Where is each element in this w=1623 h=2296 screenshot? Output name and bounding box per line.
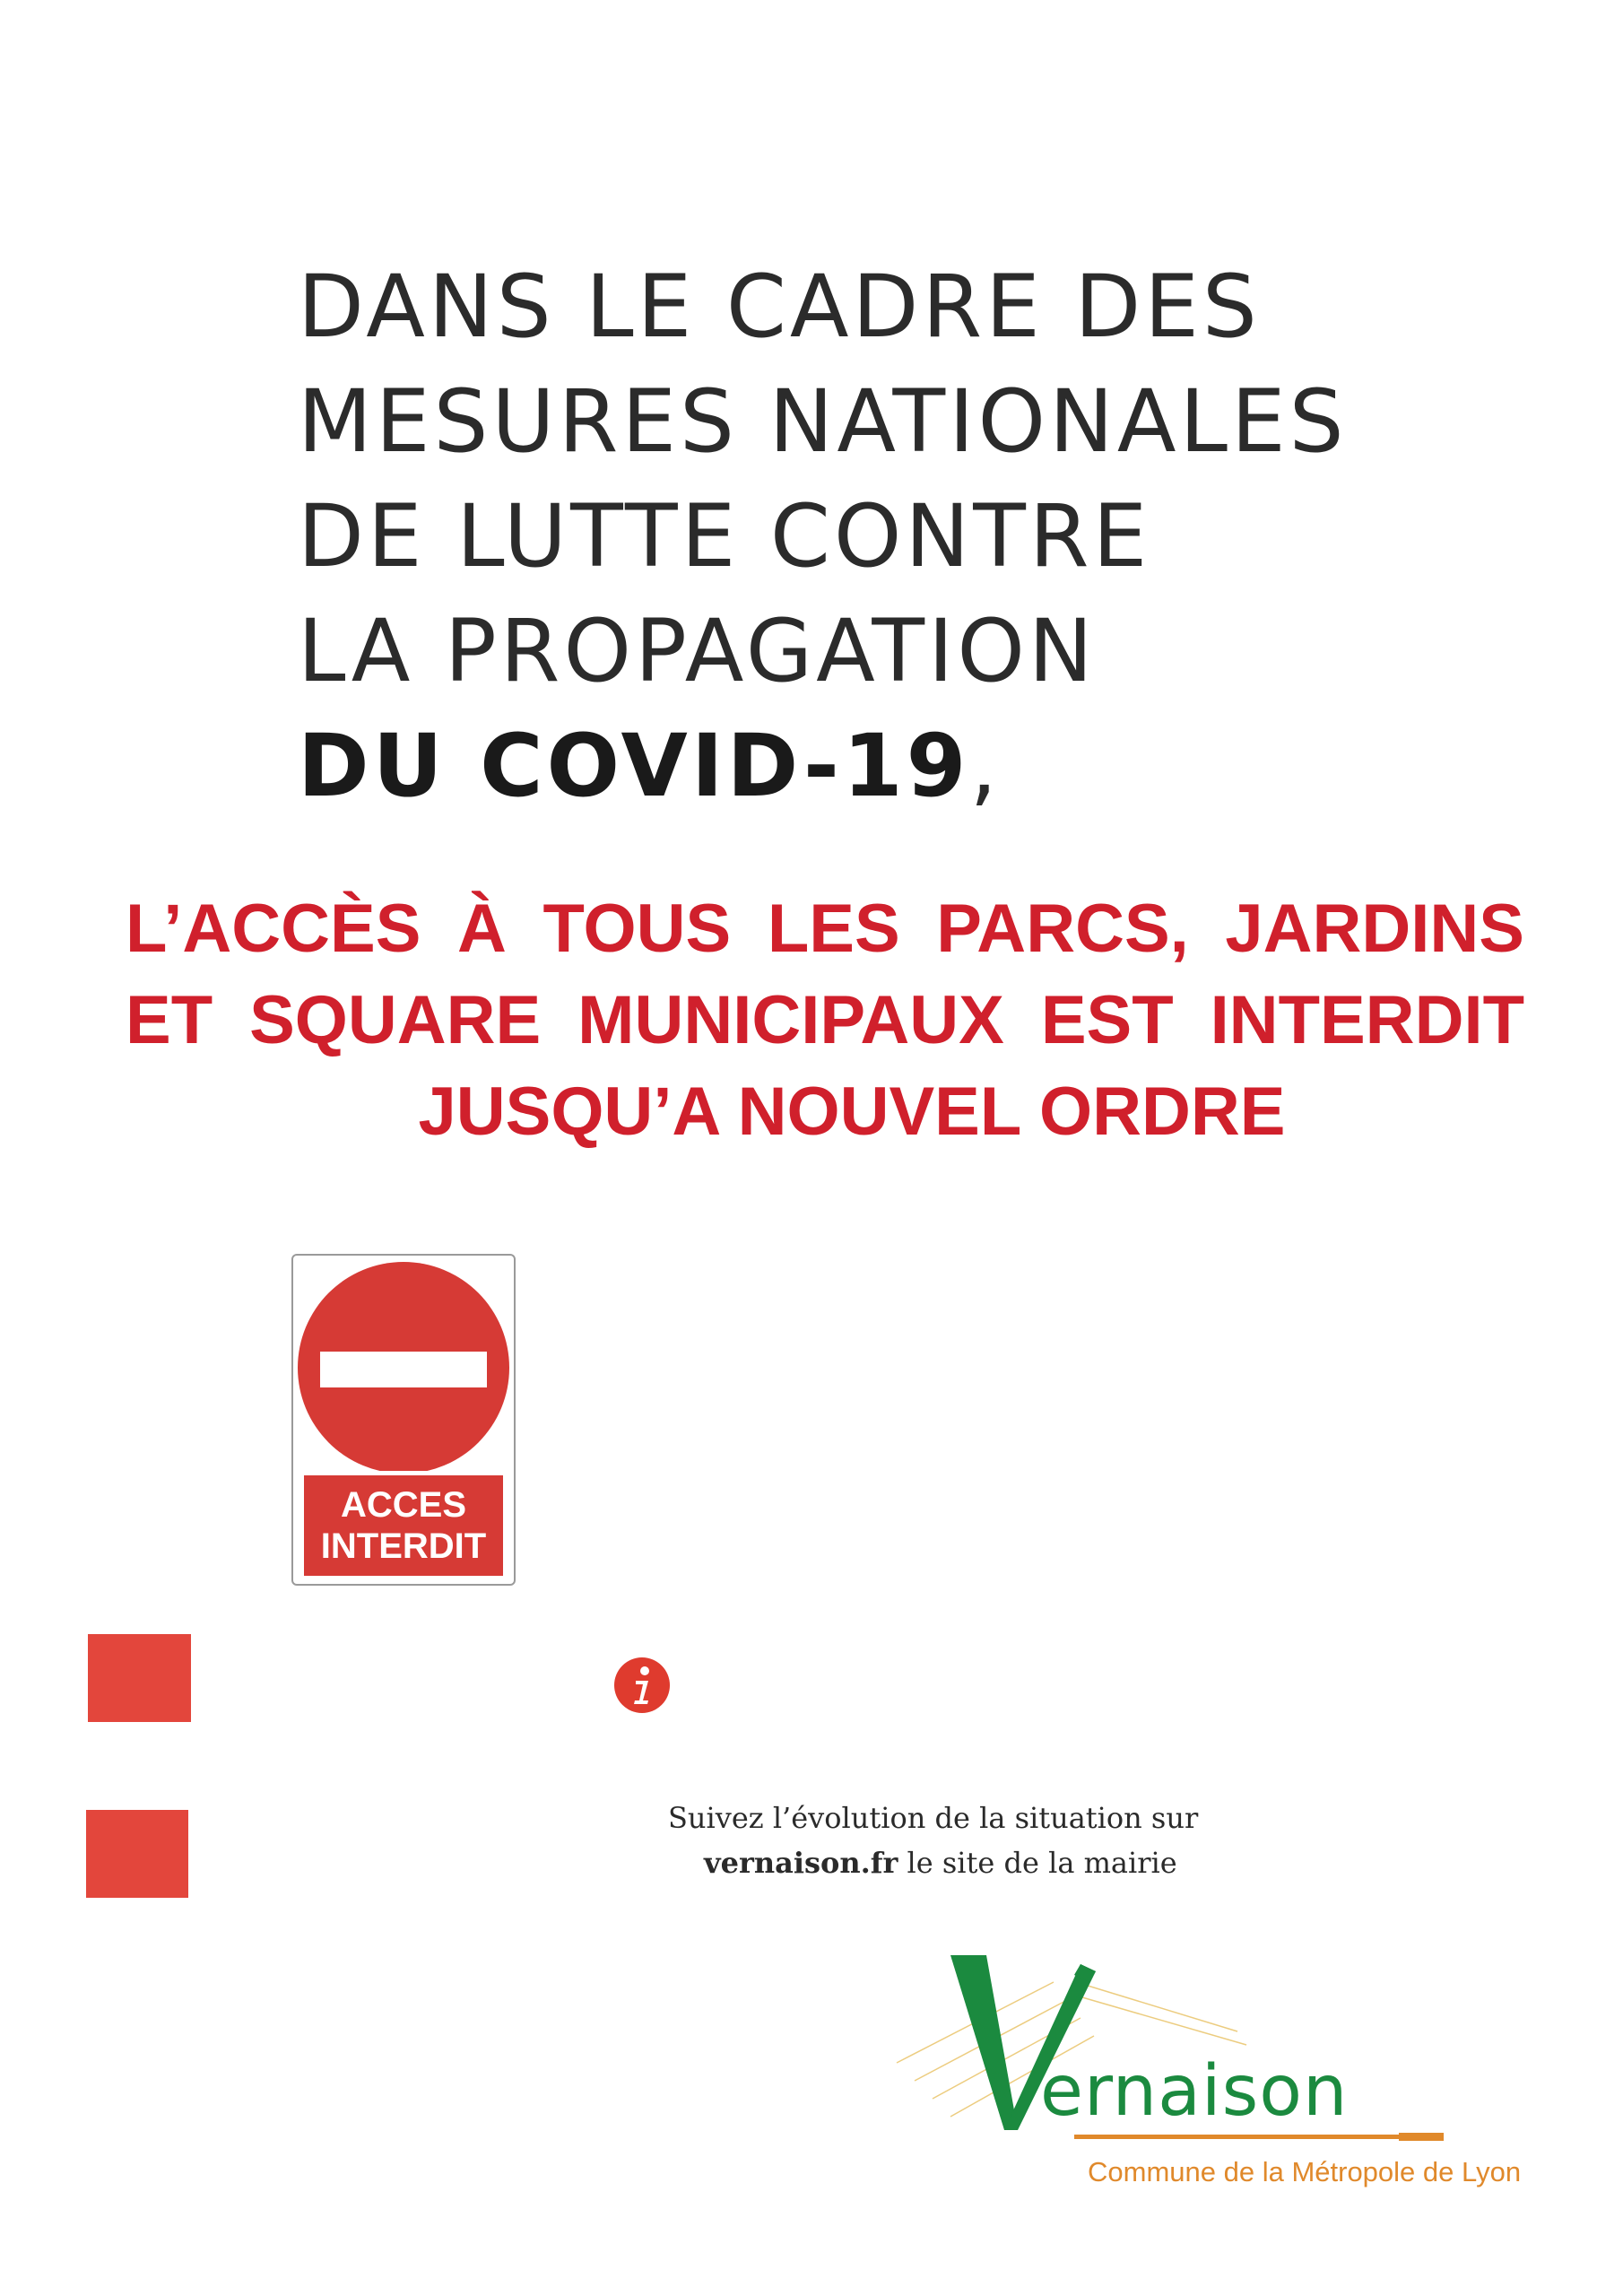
headline-comma: , — [969, 716, 1001, 816]
website-name: vernaison.fr — [704, 1846, 898, 1880]
headline-line-1: DANS LE CADRE DES — [298, 257, 1261, 357]
follow-info — [574, 1796, 1291, 1885]
sign-label — [304, 1475, 503, 1576]
vernaison-logo — [861, 1946, 1522, 2251]
headline-line-5 — [298, 709, 1463, 823]
follow-line-1: Suivez l’évolution de la situation sur — [668, 1801, 1199, 1835]
headline-covid: DU COVID-19 — [298, 716, 970, 816]
red-square-top — [88, 1634, 191, 1722]
logo-wordmark: ernaison — [1040, 2051, 1349, 2132]
follow-line-2 — [574, 1840, 1291, 1885]
access-forbidden-sign — [291, 1254, 516, 1586]
headline-line-3: DE LUTTE CONTRE — [298, 486, 1151, 587]
announcement-line-1: L’ACCÈS À TOUS LES PARCS, JARDINS — [126, 891, 1524, 967]
headline — [298, 249, 1463, 823]
logo-tagline: Commune de la Métropole de Lyon — [1088, 2156, 1522, 2187]
headline-line-4: LA PROPAGATION — [298, 601, 1097, 701]
info-icon — [612, 1656, 672, 1715]
announcement-line-3: JUSQU’A NOUVEL ORDRE — [418, 1074, 1286, 1150]
red-square-bottom — [86, 1810, 188, 1898]
headline-line-2: MESURES NATIONALES — [298, 371, 1348, 472]
sign-label-line-2: INTERDIT — [320, 1526, 487, 1566]
sign-label-line-1: ACCES — [340, 1485, 467, 1525]
announcement-line-2: ET SQUARE MUNICIPAUX EST INTERDIT — [126, 982, 1524, 1058]
no-entry-icon — [293, 1256, 514, 1471]
announcement — [126, 883, 1524, 1158]
follow-line-2-rest: le site de la mairie — [898, 1846, 1177, 1880]
